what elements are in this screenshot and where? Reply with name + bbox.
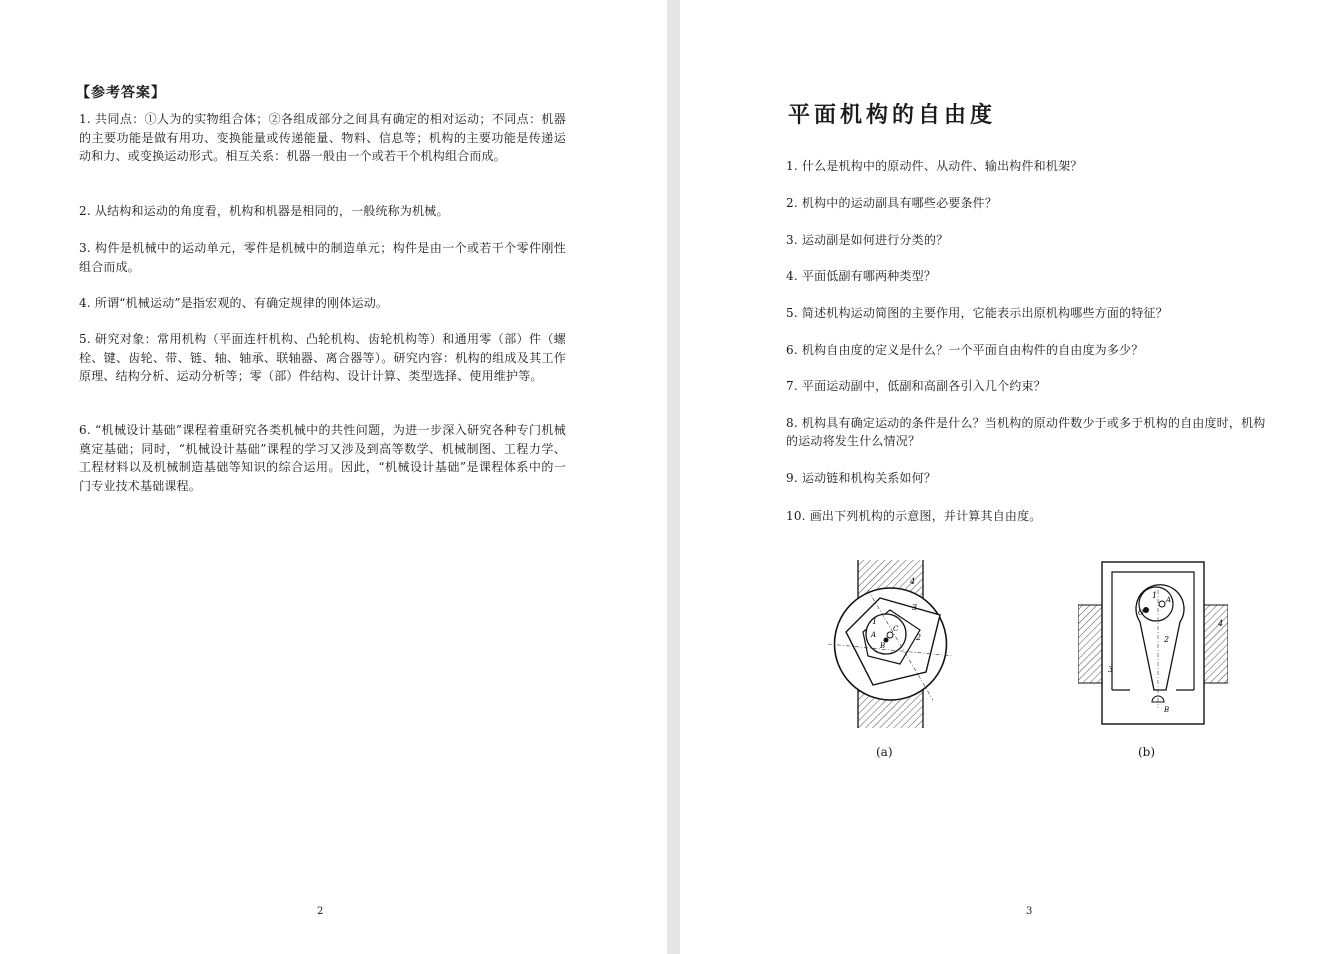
page-number-right: 3 bbox=[1026, 906, 1033, 917]
question-4: 4. 平面低副有哪两种类型？ bbox=[786, 269, 937, 283]
question-3: 3. 运动副是如何进行分类的？ bbox=[786, 233, 949, 247]
answer-1: 1. 共同点：①人为的实物组合体；②各组成部分之间具有确定的相对运动；不同点：机器的主要功能是做有用功、变换能量或传递能量、物料、信息等；机构的主要功能是传递运动和力、或变换运动形式。相互关系：机器一般由一个或若干个机构组合而成。 bbox=[79, 112, 566, 163]
question-6: 6. 机构自由度的定义是什么？一个平面自由构件的自由度为多少？ bbox=[786, 343, 1144, 357]
label-A: A bbox=[871, 631, 877, 639]
label-4: 4 bbox=[1218, 619, 1224, 628]
right-page bbox=[680, 0, 1329, 954]
page-number-left: 2 bbox=[317, 906, 324, 917]
answer-5: 5. 研究对象：常用机构（平面连杆机构、凸轮机构、齿轮机构等）和通用零（部）件（螺栓、键、齿轮、带、链、轴、轴承、联轴器、离合器等）。研究内容：机构的组成及其工作原理、结构分析、运动分析等；零（部）件结构、设计计算、类型选择、使用维护等。 bbox=[79, 332, 566, 383]
label-1: 1 bbox=[872, 617, 878, 626]
question-9: 9. 运动链和机构关系如何？ bbox=[786, 471, 937, 485]
question-7: 7. 平面运动副中，低副和高副各引入几个约束？ bbox=[786, 379, 1046, 393]
figure-b-caption: (b) bbox=[1138, 745, 1156, 759]
label-A: A bbox=[1166, 596, 1172, 604]
figure-a-caption: (a) bbox=[876, 745, 893, 759]
label-2: 2 bbox=[1164, 635, 1170, 644]
answer-2: 2. 从结构和运动的角度看，机构和机器是相同的，一般统称为机械。 bbox=[79, 204, 449, 218]
label-4: 4 bbox=[910, 577, 916, 586]
question-8: 8. 机构具有确定运动的条件是什么？当机构的原动件数少于或多于机构的自由度时，机构的运动将发生什么情况？ bbox=[786, 416, 1266, 448]
left-guide-hatch bbox=[1078, 605, 1102, 683]
section-title: 平面机构的自由度 bbox=[788, 102, 997, 128]
mechanism-figure-a bbox=[828, 560, 953, 728]
label-B: B bbox=[1164, 706, 1170, 714]
question-1: 1. 什么是机构中的原动件、从动件、输出构件和机架？ bbox=[786, 159, 1083, 173]
mechanism-figure-b bbox=[1078, 560, 1228, 728]
question-2: 2. 机构中的运动副具有哪些必要条件？ bbox=[786, 196, 998, 210]
label-1: 1 bbox=[1152, 591, 1158, 600]
label-O: O bbox=[1138, 609, 1144, 617]
answers-heading: 【参考答案】 bbox=[76, 85, 166, 101]
right-guide-hatch bbox=[1204, 605, 1228, 683]
answer-3: 3. 构件是机械中的运动单元，零件是机械中的制造单元；构件是由一个或若干个零件刚性组合而成。 bbox=[79, 241, 566, 274]
question-5: 5. 简述机构运动简图的主要作用，它能表示出原机构哪些方面的特征？ bbox=[786, 306, 1168, 320]
label-2: 2 bbox=[916, 633, 922, 642]
label-B: B bbox=[880, 642, 886, 650]
label-3: 3 bbox=[912, 603, 918, 612]
label-3: 3 bbox=[1108, 665, 1114, 674]
label-C: C bbox=[893, 625, 899, 633]
answer-6: 6. “机械设计基础”课程着重研究各类机械中的共性问题，为进一步深入研究各种专门机械奠定基础；同时，“机械设计基础”课程的学习又涉及到高等数学、机械制图、工程力学、工程材料以及机械制造基础等知识的综合运用。因此，“机械设计基础”是课程体系中的一门专业技术基础课程。 bbox=[79, 423, 566, 493]
question-10: 10. 画出下列机构的示意图，并计算其自由度。 bbox=[786, 509, 1042, 523]
answer-4: 4. 所谓“机械运动”是指宏观的、有确定规律的刚体运动。 bbox=[79, 296, 389, 310]
